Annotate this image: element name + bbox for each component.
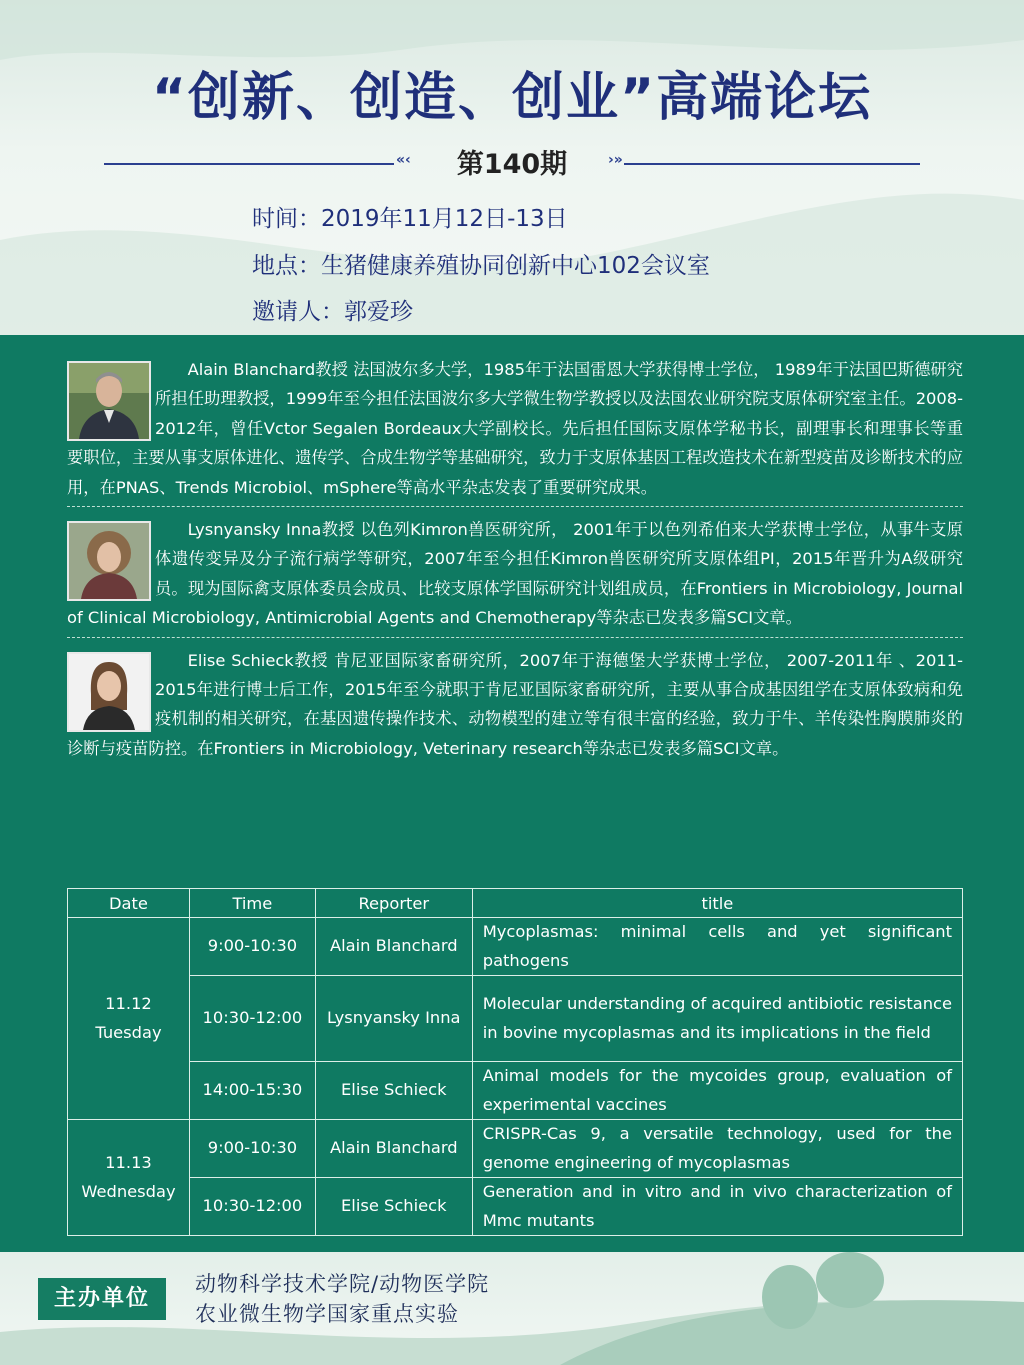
- table-row: [68, 1062, 963, 1120]
- table-row: [68, 918, 963, 976]
- speaker-bio: Alain Blanchard教授 法国波尔多大学，1985年于法国雷恩大学获得博士学位， 1989年于法国巴斯德研究所担任助理教授，1999年至今担任法国波尔多大学微生物学教授以及法国农业研究院支原体研究室主任。2008-2012年，曾任Vctor Segalen Bordeaux大学副校长。先后担任国际支原体学秘书长，副理事长和理事长等重要职位，主要从事支原体进化、遗传学、合成生物学等基础研究，致力于支原体基因工程改造技术在新型疫苗及诊断技术的应用，在PNAS、Trends Microbiol、mSphere等高水平杂志发表了重要研究成果。: [67, 360, 963, 497]
- column-header: title: [472, 889, 962, 918]
- date-cell: [68, 918, 190, 1120]
- date: 11.13: [105, 1153, 152, 1172]
- speaker-bio: Lysnyansky Inna教授 以色列Kimron兽医研究所， 2001年于以色列希伯来大学获博士学位，从事牛支原体遗传变异及分子流行病学等研究，2007年至今担任Kimron兽医研究所支原体组PI，2015年晋升为A级研究员。现为国际禽支原体委员会成员、比较支原体学国际研究计划组成员，在Frontiers in Microbiology, Journal of Clinical Microbiology, Antimicrobial Agents and Chemotherapy等杂志已发表多篇SCI文章。: [67, 520, 963, 628]
- event-location: 地点：生猪健康养殖协同创新中心102会议室: [252, 253, 710, 279]
- talk-title-cell: CRISPR-Cas 9, a versatile technology, used for the genome engineering of mycoplasmas: [472, 1120, 962, 1178]
- talk-title-cell: Mycoplasmas: minimal cells and yet significant pathogens: [472, 918, 962, 976]
- footer: [0, 1252, 1024, 1365]
- speaker-list: [67, 355, 963, 763]
- column-header: Time: [189, 889, 315, 918]
- time-cell: 10:30-12:00: [189, 976, 315, 1062]
- time-cell: 10:30-12:00: [189, 1178, 315, 1236]
- weekday: Tuesday: [95, 1022, 162, 1042]
- time-cell: 14:00-15:30: [189, 1062, 315, 1120]
- talk-title-cell: Molecular understanding of acquired antibiotic resistance in bovine mycoplasmas and its implications in the field: [472, 976, 962, 1062]
- speaker-card: [67, 515, 963, 633]
- speaker-card: [67, 646, 963, 764]
- speaker-photo-elise: [67, 652, 151, 732]
- divider-right: [624, 163, 920, 165]
- table-row: [68, 1120, 963, 1178]
- event-inviter: 邀请人：郭爱珍: [252, 299, 413, 325]
- table-header-row: [68, 889, 963, 918]
- event-time: 时间：2019年11月12日-13日: [252, 206, 568, 232]
- time-cell: 9:00-10:30: [189, 918, 315, 976]
- reporter-cell: Elise Schieck: [315, 1178, 472, 1236]
- organizer-line-1: 动物科学技术学院/动物医学院: [195, 1272, 490, 1296]
- column-header: Reporter: [315, 889, 472, 918]
- speaker-card: [67, 355, 963, 502]
- double-chevron-left-icon: «‹: [396, 152, 411, 168]
- organizer-label: 主办单位: [38, 1278, 166, 1320]
- reporter-cell: Alain Blanchard: [315, 918, 472, 976]
- table-row: [68, 1178, 963, 1236]
- speaker-bio: Elise Schieck教授 肯尼亚国际家畜研究所，2007年于海德堡大学获博士学位， 2007-2011年 、2011-2015年进行博士后工作，2015年至今就职于肯尼亚国际家畜研究所，主要从事合成基因组学在支原体致病和免疫机制的相关研究，在基因遗传操作技术、动物模型的建立等有很丰富的经验，致力于牛、羊传染性胸膜肺炎的诊断与疫苗防控。在Frontiers in Microbiology, Veterinary research等杂志已发表多篇SCI文章。: [67, 650, 963, 758]
- organizer-line-2: 农业微生物学国家重点实验: [195, 1302, 459, 1326]
- speaker-divider: [67, 637, 963, 638]
- header: [0, 0, 1024, 335]
- speaker-divider: [67, 506, 963, 507]
- page-title: “创新、创造、创业”高端论坛: [151, 68, 873, 128]
- speaker-photo-inna: [67, 521, 151, 601]
- reporter-cell: Elise Schieck: [315, 1062, 472, 1120]
- table-row: [68, 976, 963, 1062]
- talk-title-cell: Animal models for the mycoides group, evaluation of experimental vaccines: [472, 1062, 962, 1120]
- talk-title-cell: Generation and in vitro and in vivo characterization of Mmc mutants: [472, 1178, 962, 1236]
- double-chevron-right-icon: ›»: [608, 152, 623, 168]
- schedule-table: [67, 888, 963, 1236]
- date: 11.12: [105, 994, 152, 1013]
- weekday: Wednesday: [81, 1181, 176, 1201]
- speaker-photo-alain: [67, 361, 151, 441]
- reporter-cell: Alain Blanchard: [315, 1120, 472, 1178]
- issue-row: [100, 146, 924, 186]
- date-cell: [68, 1120, 190, 1236]
- reporter-cell: Lysnyansky Inna: [315, 976, 472, 1062]
- issue-number: 第140期: [456, 149, 568, 180]
- time-cell: 9:00-10:30: [189, 1120, 315, 1178]
- column-header: Date: [68, 889, 190, 918]
